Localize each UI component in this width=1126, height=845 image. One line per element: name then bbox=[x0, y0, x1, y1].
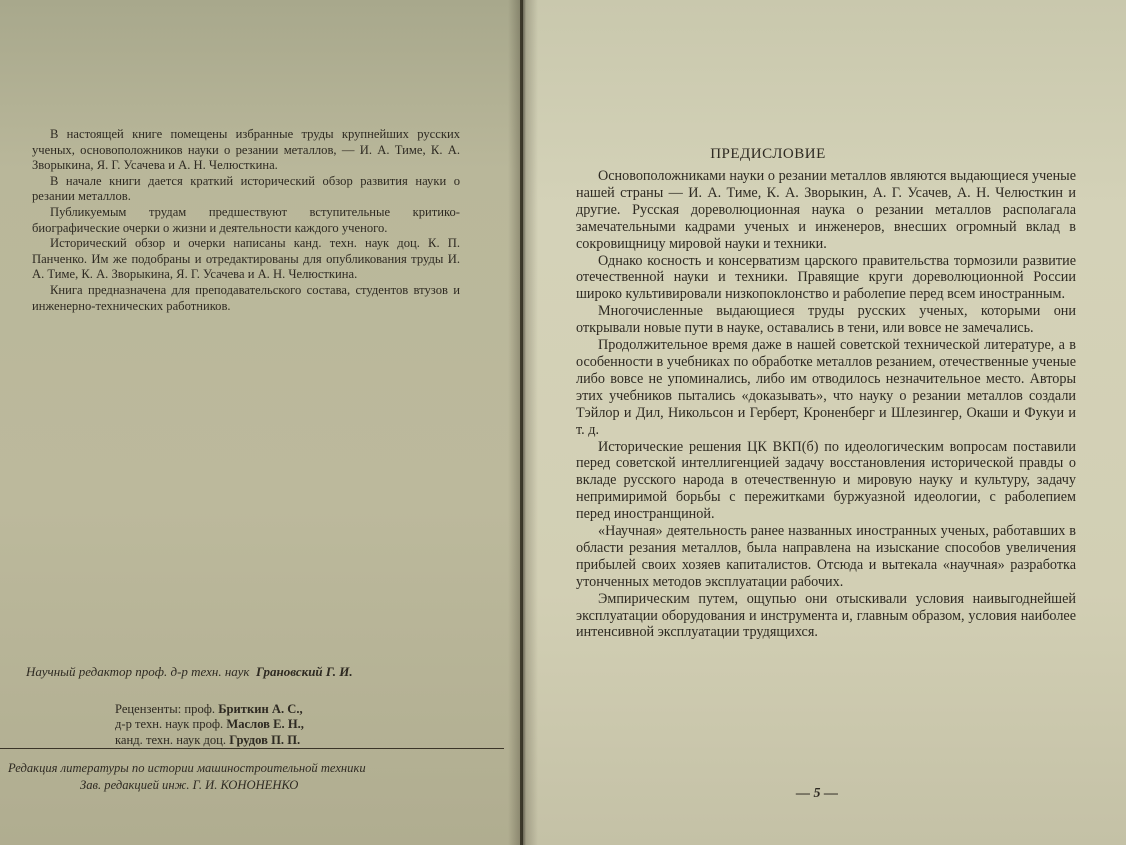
editor-label: Научный редактор проф. д-р техн. наук bbox=[26, 664, 250, 679]
preface-text bbox=[576, 168, 1076, 641]
reviewer-line bbox=[115, 717, 495, 732]
page-number: — 5 — bbox=[796, 786, 838, 801]
edition-head: Зав. редакцией инж. Г. И. КОНОНЕНКО bbox=[80, 778, 299, 792]
reviewer-name: Грудов П. П. bbox=[229, 732, 301, 747]
annotation-paragraph: Публикуемым трудам предшествуют вступительные критико-биографические очерки о жизни и деятельности каждого ученого. bbox=[32, 204, 460, 235]
annotation-paragraph: Исторический обзор и очерки написаны канд. техн. наук доц. К. П. Панченко. Им же подобраны и отредактированы для опубликования труды И. А. Тиме, К. А. Зворыкина, Я. Г. Усачева и А. Н. Челюсткина. bbox=[32, 236, 460, 282]
preface-paragraph: Основоположниками науки о резании металлов являются выдающиеся ученые нашей страны — И. А. Тиме, К. А. Зворыкин, А. Г. Усачев, А. Н. Челюсткин и другие. Русская дореволюционная наука о резании металлов располагала замечательными кадрами ученых и инженеров, внесших огромный вклад в сокровищницу мировой науки и техники. bbox=[576, 168, 1076, 252]
reviewer-label: д-р техн. наук проф. bbox=[115, 717, 224, 732]
annotation-paragraph: В настоящей книге помещены избранные труды крупнейших русских ученых, основоположников науки о резании металлов, — И. А. Тиме, К. А. Зворыкина, Я. Г. Усачева и А. Н. Челюсткина. bbox=[32, 127, 460, 173]
editor-name: Грановский Г. И. bbox=[255, 664, 353, 679]
edition-office: Редакция литературы по истории машиностроительной техники bbox=[8, 761, 366, 775]
preface-title: ПРЕДИСЛОВИЕ bbox=[710, 146, 826, 162]
reviewer-name: Маслов Е. Н., bbox=[226, 717, 304, 732]
preface-paragraph: «Научная» деятельность ранее названных иностранных ученых, работавших в области резания металлов, была направлена на изыскание способов увеличения прибылей своих хозяев капиталистов. Отсюда и вытекала «научная» разработка утонченных методов эксплуатации рабочих. bbox=[576, 523, 1076, 590]
preface-paragraph: Продолжительное время даже в нашей советской технической литературе, а в особенности в учебниках по обработке металлов резанием, отечественные ученые либо вовсе не упоминались, либо им отводилось незначительное место. Авторы этих учебников пытались «доказывать», что науку о резании металлов создали Тэйлор и Дил, Никольсон и Герберт, Кроненберг и Шлезингер, Окаши и Фукуи и т. д. bbox=[576, 337, 1076, 438]
preface-paragraph: Исторические решения ЦК ВКП(б) по идеологическим вопросам поставили перед советской интеллигенцией задачу восстановления исторической правды о вкладе русского народа в отечественную и мировую науку и культуру, задачу непримиримой борьбы с пережитками буржуазной идеологии, с раболепием перед иностранщиной. bbox=[576, 438, 1076, 523]
reviewers bbox=[115, 702, 495, 748]
preface-paragraph: Эмпирическим путем, ощупью они отыскивали условия наивыгоднейшей эксплуатации оборудования и инструмента и, главным образом, условия наиболее интенсивной эксплуатации трудящихся. bbox=[576, 590, 1076, 641]
reviewer-line bbox=[115, 702, 495, 717]
annotation-paragraph: В начале книги дается краткий исторический обзор развития науки о резании металлов. bbox=[32, 173, 460, 204]
reviewer-label: Рецензенты: проф. bbox=[115, 702, 216, 716]
divider-rule bbox=[0, 748, 504, 749]
scientific-editor bbox=[26, 664, 466, 680]
edition-info bbox=[8, 760, 498, 794]
reviewer-name: Бриткин А. С., bbox=[218, 702, 303, 716]
annotation-paragraph: Книга предназначена для преподавательского состава, студентов втузов и инженерно-технических работников. bbox=[32, 282, 460, 313]
book-gutter bbox=[508, 0, 538, 845]
annotation-block bbox=[32, 127, 460, 314]
preface-paragraph: Многочисленные выдающиеся труды русских ученых, которыми они открывали новые пути в науке, оставались в тени, или вовсе не замечались. bbox=[576, 303, 1076, 337]
preface-paragraph: Однако косность и консерватизм царского правительства тормозили развитие отечественной науки и техники. Правящие круги дореволюционной России широко культивировали низкопоклонство и раболепие перед всем иностранным. bbox=[576, 252, 1076, 303]
reviewer-label: канд. техн. наук доц. bbox=[115, 732, 227, 747]
reviewer-line bbox=[115, 733, 495, 748]
